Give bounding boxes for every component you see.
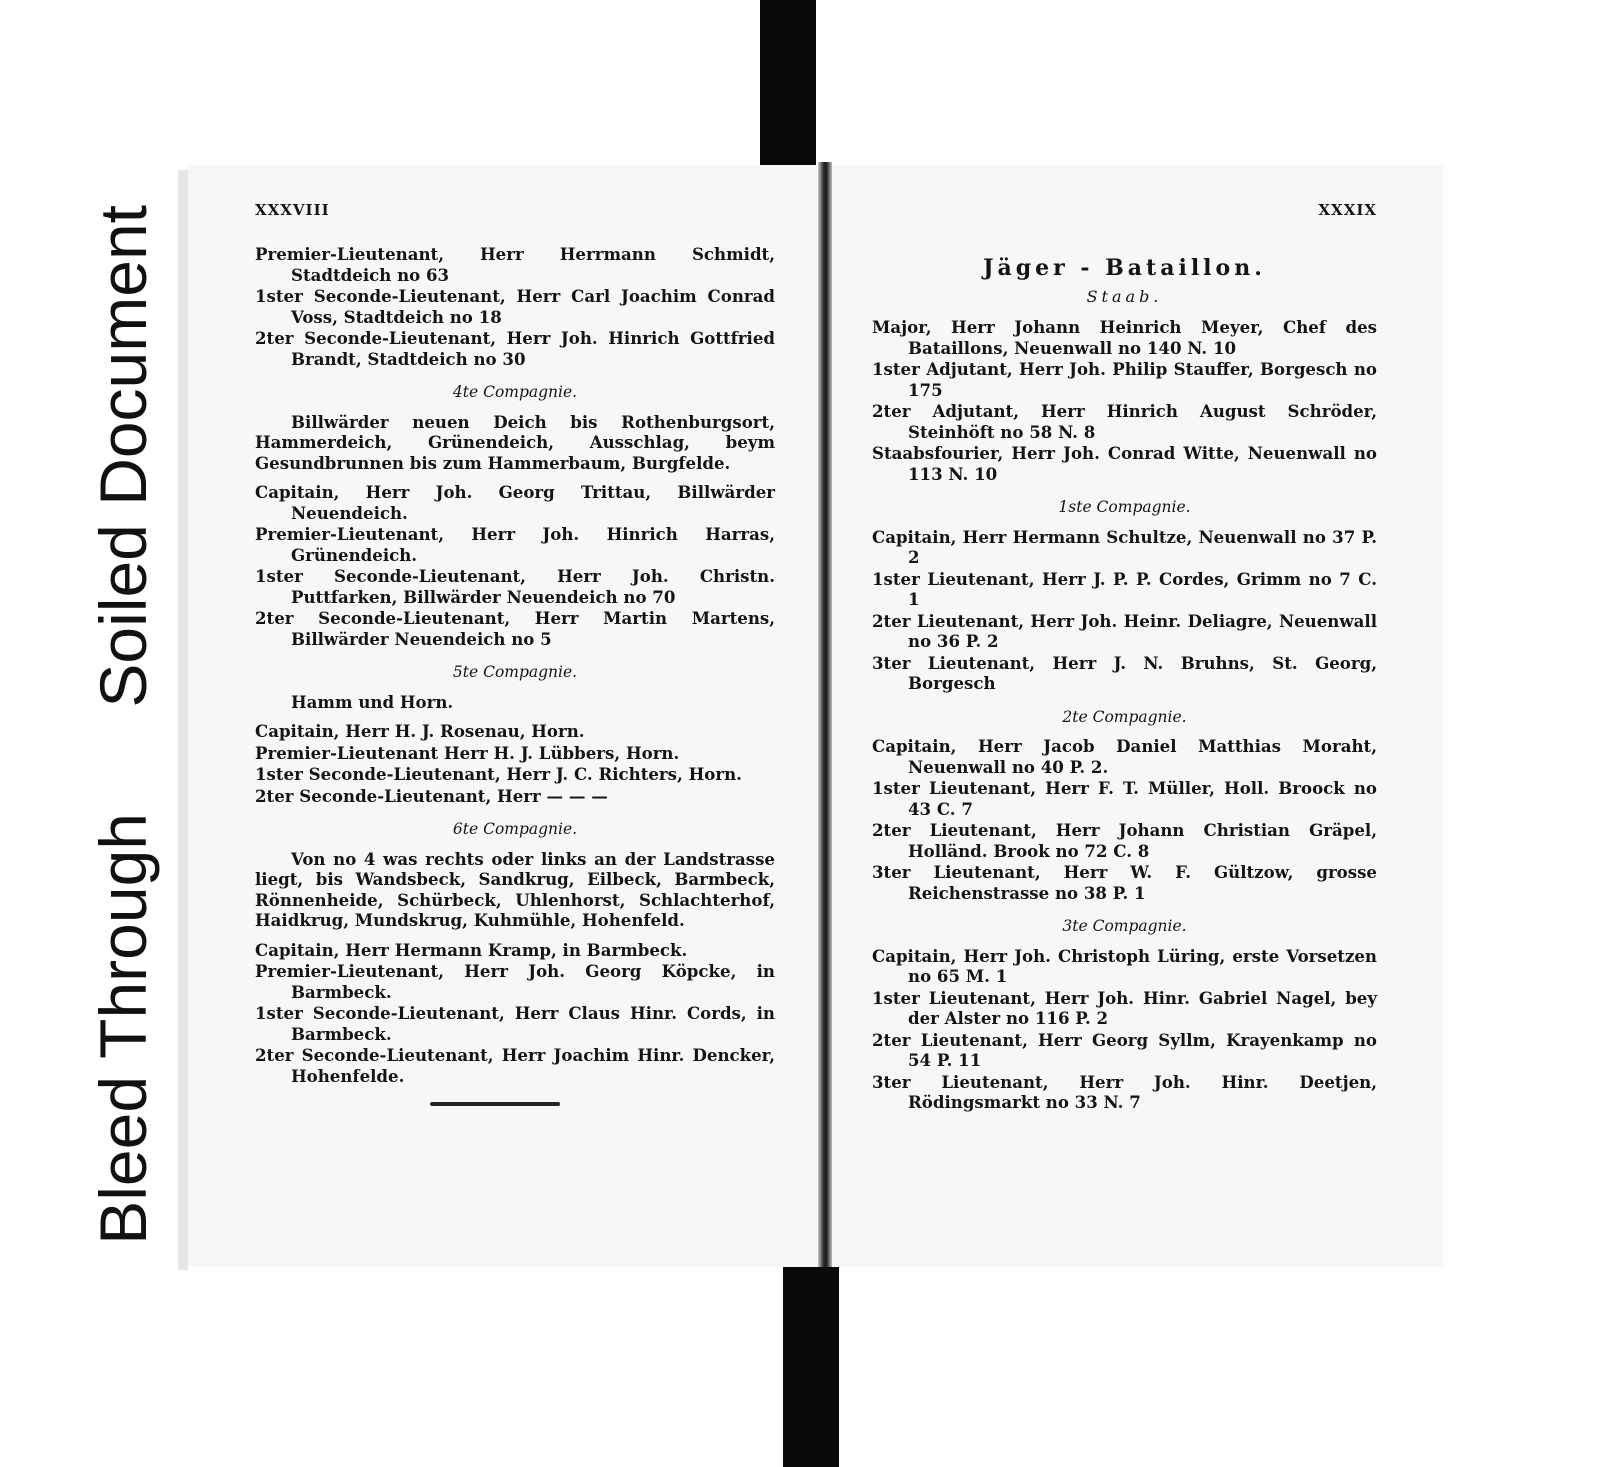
company-heading-1: 1ste Compagnie.: [1058, 498, 1191, 516]
officer-entry: 1ster Lieutenant, Herr J. P. P. Cordes, Grimm no 7 C. 1: [872, 568, 1377, 609]
section-title: Jäger - Bataillon.: [983, 255, 1266, 281]
officer-entry: Capitain, Herr Hermann Schultze, Neuenwall no 37 P. 2: [872, 526, 1377, 567]
officer-entry: Capitain, Herr Jacob Daniel Matthias Moraht, Neuenwall no 40 P. 2.: [872, 736, 1377, 777]
stamp-line-bleed: Bleed Through: [86, 813, 160, 1245]
officer-entry: 1ster Adjutant, Herr Joh. Philip Stauffer, Borgesch no 175: [872, 359, 1377, 400]
officer-entry: 3ter Lieutenant, Herr W. F. Gültzow, grosse Reichenstrasse no 38 P. 1: [872, 862, 1377, 903]
officer-entry: Premier-Lieutenant, Herr Joh. Georg Köpcke, in Barmbeck.: [255, 961, 775, 1002]
officer-entry: Capitain, Herr Hermann Kramp, in Barmbeck.: [255, 939, 688, 960]
officer-entry: 3ter Lieutenant, Herr Joh. Hinr. Deetjen, Rödingsmarkt no 33 N. 7: [872, 1071, 1377, 1112]
officer-entry: 1ster Seconde-Lieutenant, Herr Joh. Christn. Puttfarken, Billwärder Neuendeich no 70: [255, 566, 775, 607]
page-edge: [178, 170, 188, 1270]
company-heading-2: 2te Compagnie.: [1062, 707, 1187, 726]
officer-entry: 2ter Seconde-Lieutenant, Herr — — —: [255, 785, 608, 806]
officer-entry: 1ster Lieutenant, Herr F. T. Müller, Holl. Broock no 43 C. 7: [872, 778, 1377, 819]
staff-heading: Staab.: [1086, 286, 1163, 306]
officer-entry: Major, Herr Johann Heinrich Meyer, Chef des Bataillons, Neuenwall no 140 N. 10: [872, 317, 1377, 358]
officer-entry: 2ter Seconde-Lieutenant, Herr Martin Martens, Billwärder Neuendeich no 5: [255, 608, 775, 649]
officer-entry: 2ter Seconde-Lieutenant, Herr Joh. Hinrich Gottfried Brandt, Stadtdeich no 30: [255, 328, 775, 369]
page-number-right: XXXIX: [1318, 201, 1377, 219]
company-heading-3: 3te Compagnie.: [1062, 917, 1187, 935]
company-district: Hamm und Horn.: [291, 691, 454, 712]
binding-strip-bottom: [783, 1262, 839, 1467]
binding-strip-top: [760, 0, 816, 168]
officer-entry: Capitain, Herr Joh. Christoph Lüring, erste Vorsetzen no 65 M. 1: [872, 945, 1377, 986]
right-page: [872, 200, 1377, 1114]
officer-entry: 2ter Adjutant, Herr Hinrich August Schröder, Steinhöft no 58 N. 8: [872, 401, 1377, 442]
officer-entry: Premier-Lieutenant Herr H. J. Lübbers, Horn.: [255, 742, 680, 763]
closing-rule: [430, 1102, 560, 1106]
officer-entry: Staabsfourier, Herr Joh. Conrad Witte, Neuenwall no 113 N. 10: [872, 443, 1377, 484]
officer-entry: 1ster Seconde-Lieutenant, Herr Carl Joachim Conrad Voss, Stadtdeich no 18: [255, 286, 775, 327]
company-district: Billwärder neuen Deich bis Rothenburgsort, Hammerdeich, Grünendeich, Ausschlag, beym Gesundbrunnen bis zum Hammerbaum, Burgfelde.: [255, 411, 775, 473]
officer-entry: 2ter Lieutenant, Herr Johann Christian Gräpel, Holländ. Brook no 72 C. 8: [872, 820, 1377, 861]
company-heading-5: 5te Compagnie.: [452, 663, 578, 681]
officer-entry: Premier-Lieutenant, Herr Herrmann Schmidt, Stadtdeich no 63: [255, 244, 775, 285]
company-heading-4: 4te Compagnie.: [452, 383, 578, 401]
officer-entry: 2ter Lieutenant, Herr Joh. Heinr. Deliagre, Neuenwall no 36 P. 2: [872, 610, 1377, 651]
company-heading-6: 6te Compagnie.: [452, 820, 578, 838]
bleed-through-stamp: [88, 205, 158, 1245]
officer-entry: 2ter Lieutenant, Herr Georg Syllm, Krayenkamp no 54 P. 11: [872, 1029, 1377, 1070]
stamp-line-soiled: Soiled Document: [86, 205, 160, 708]
officer-entry: 2ter Seconde-Lieutenant, Herr Joachim Hinr. Dencker, Hohenfelde.: [255, 1045, 775, 1086]
book-spine: [818, 162, 832, 1267]
left-page: [255, 200, 775, 1106]
officer-entry: Premier-Lieutenant, Herr Joh. Hinrich Harras, Grünendeich.: [255, 524, 775, 565]
officer-entry: Capitain, Herr Joh. Georg Trittau, Billwärder Neuendeich.: [255, 482, 775, 523]
officer-entry: 1ster Seconde-Lieutenant, Herr J. C. Richters, Horn.: [255, 764, 742, 784]
officer-entry: Capitain, Herr H. J. Rosenau, Horn.: [255, 721, 585, 741]
officer-entry: 3ter Lieutenant, Herr J. N. Bruhns, St. Georg, Borgesch: [872, 652, 1377, 693]
officer-entry: 1ster Lieutenant, Herr Joh. Hinr. Gabriel Nagel, bey der Alster no 116 P. 2: [872, 987, 1377, 1028]
company-district: Von no 4 was rechts oder links an der Landstrasse liegt, bis Wandsbeck, Sandkrug, Eilbeck, Barmbeck, Rönnenheide, Schürbeck, Uhlenhorst, Schlachterhof, Haidkrug, Mundskrug, Kuhmühle, Hohenfeld.: [255, 848, 775, 930]
page-number-left: XXXVIII: [255, 201, 330, 219]
officer-entry: 1ster Seconde-Lieutenant, Herr Claus Hinr. Cords, in Barmbeck.: [255, 1003, 775, 1044]
